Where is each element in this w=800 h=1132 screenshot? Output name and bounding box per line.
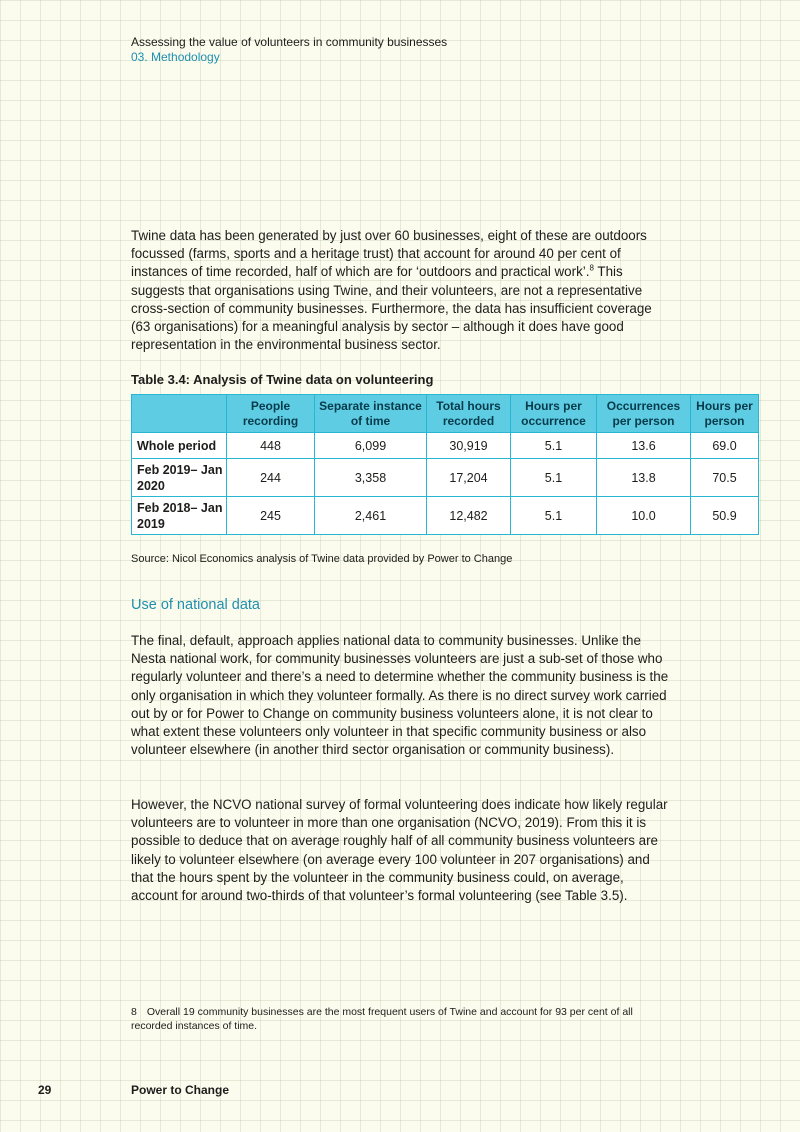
table-row	[132, 459, 759, 497]
table-cell: 17,204	[427, 459, 511, 497]
table-cell: 13.6	[597, 433, 691, 459]
footnote	[131, 1005, 671, 1033]
column-header-hours-per-occurrence: Hours per occurrence	[511, 395, 597, 433]
body-paragraph-2: However, the NCVO national survey of formal volunteering does indicate how likely regular volunteers are to volunteer in more than one organisation (NCVO, 2019). From this it is possible to deduce that on average roughly half of all community business volunteers are likely to volunteer elsewhere (on average every 100 volunteer in 207 organisations) and that the hours spent by the volunteer in the community business could, on average, account for around two-thirds of that volunteer’s formal volunteering (see Table 3.5).	[131, 797, 668, 904]
table-row	[132, 497, 759, 535]
table-cell: 10.0	[597, 497, 691, 535]
column-header-blank	[132, 395, 227, 433]
table-cell: 12,482	[427, 497, 511, 535]
table-cell: 69.0	[691, 433, 759, 459]
table-cell: 3,358	[315, 459, 427, 497]
table-cell: 5.1	[511, 459, 597, 497]
table-row	[132, 433, 759, 459]
table-title: Table 3.4: Analysis of Twine data on volunteering	[131, 372, 434, 387]
running-header	[131, 35, 447, 65]
table-source-note: Source: Nicol Economics analysis of Twine data provided by Power to Change	[131, 553, 513, 565]
body-paragraph-1: The final, default, approach applies national data to community businesses. Unlike the Nesta national work, for community businesses volunteers are just a sub-set of those who regularly volunteer and there’s a need to determine whether the community business is the only organisation in which they volunteer formally. As there is no direct survey work carried out by or for Power to Change on community business volunteers alone, it is not clear to what extent these volunteers only volunteer in that specific community business or also volunteer elsewhere (in another third sector organisation or community business).	[131, 633, 669, 758]
page-number: 29	[38, 1083, 52, 1097]
column-header-people-recording: People recording	[227, 395, 315, 433]
table-cell: 2,461	[315, 497, 427, 535]
row-label: Whole period	[132, 433, 227, 459]
column-header-total-hours: Total hours recorded	[427, 395, 511, 433]
intro-text: Twine data has been generated by just over 60 businesses, eight of these are outdoors focussed (farms, sports and a heritage trust) that account for around 40 per cent of instances of time recorded, half of which are for ‘outdoors and practical work’.	[131, 228, 647, 280]
footnote-reference[interactable]: 8	[589, 263, 594, 273]
table-cell: 50.9	[691, 497, 759, 535]
intro-paragraph	[131, 227, 671, 354]
table-cell: 244	[227, 459, 315, 497]
table-cell: 245	[227, 497, 315, 535]
table-cell: 5.1	[511, 497, 597, 535]
row-label: Feb 2019– Jan 2020	[132, 459, 227, 497]
column-header-occurrences-per-person: Occurrences per person	[597, 395, 691, 433]
table-cell: 448	[227, 433, 315, 459]
table-cell: 5.1	[511, 433, 597, 459]
document-title: Assessing the value of volunteers in community businesses	[131, 35, 448, 49]
table-cell: 6,099	[315, 433, 427, 459]
intro-text-continued: This suggests that organisations using Twine, and their volunteers, are not a representative cross-section of community businesses. Furthermore, the data has insufficient coverage (63 organisations) for a meaningful analysis by sector – although it does have good representation in the environmental business sector.	[131, 264, 652, 353]
twine-data-table	[131, 394, 759, 535]
table-header-row	[132, 395, 759, 433]
table-cell: 30,919	[427, 433, 511, 459]
section-heading: Use of national data	[131, 597, 260, 613]
table-cell: 13.8	[597, 459, 691, 497]
column-header-separate-instance: Separate instance of time	[315, 395, 427, 433]
section-label: 03. Methodology	[131, 50, 220, 64]
row-label: Feb 2018– Jan 2019	[132, 497, 227, 535]
table-cell: 70.5	[691, 459, 759, 497]
footer-brand: Power to Change	[131, 1083, 230, 1097]
footnote-number: 8	[131, 1006, 137, 1018]
footnote-text: Overall 19 community businesses are the most frequent users of Twine and account for 93 per cent of all recorded instances of time.	[131, 1006, 633, 1032]
column-header-hours-per-person: Hours per person	[691, 395, 759, 433]
